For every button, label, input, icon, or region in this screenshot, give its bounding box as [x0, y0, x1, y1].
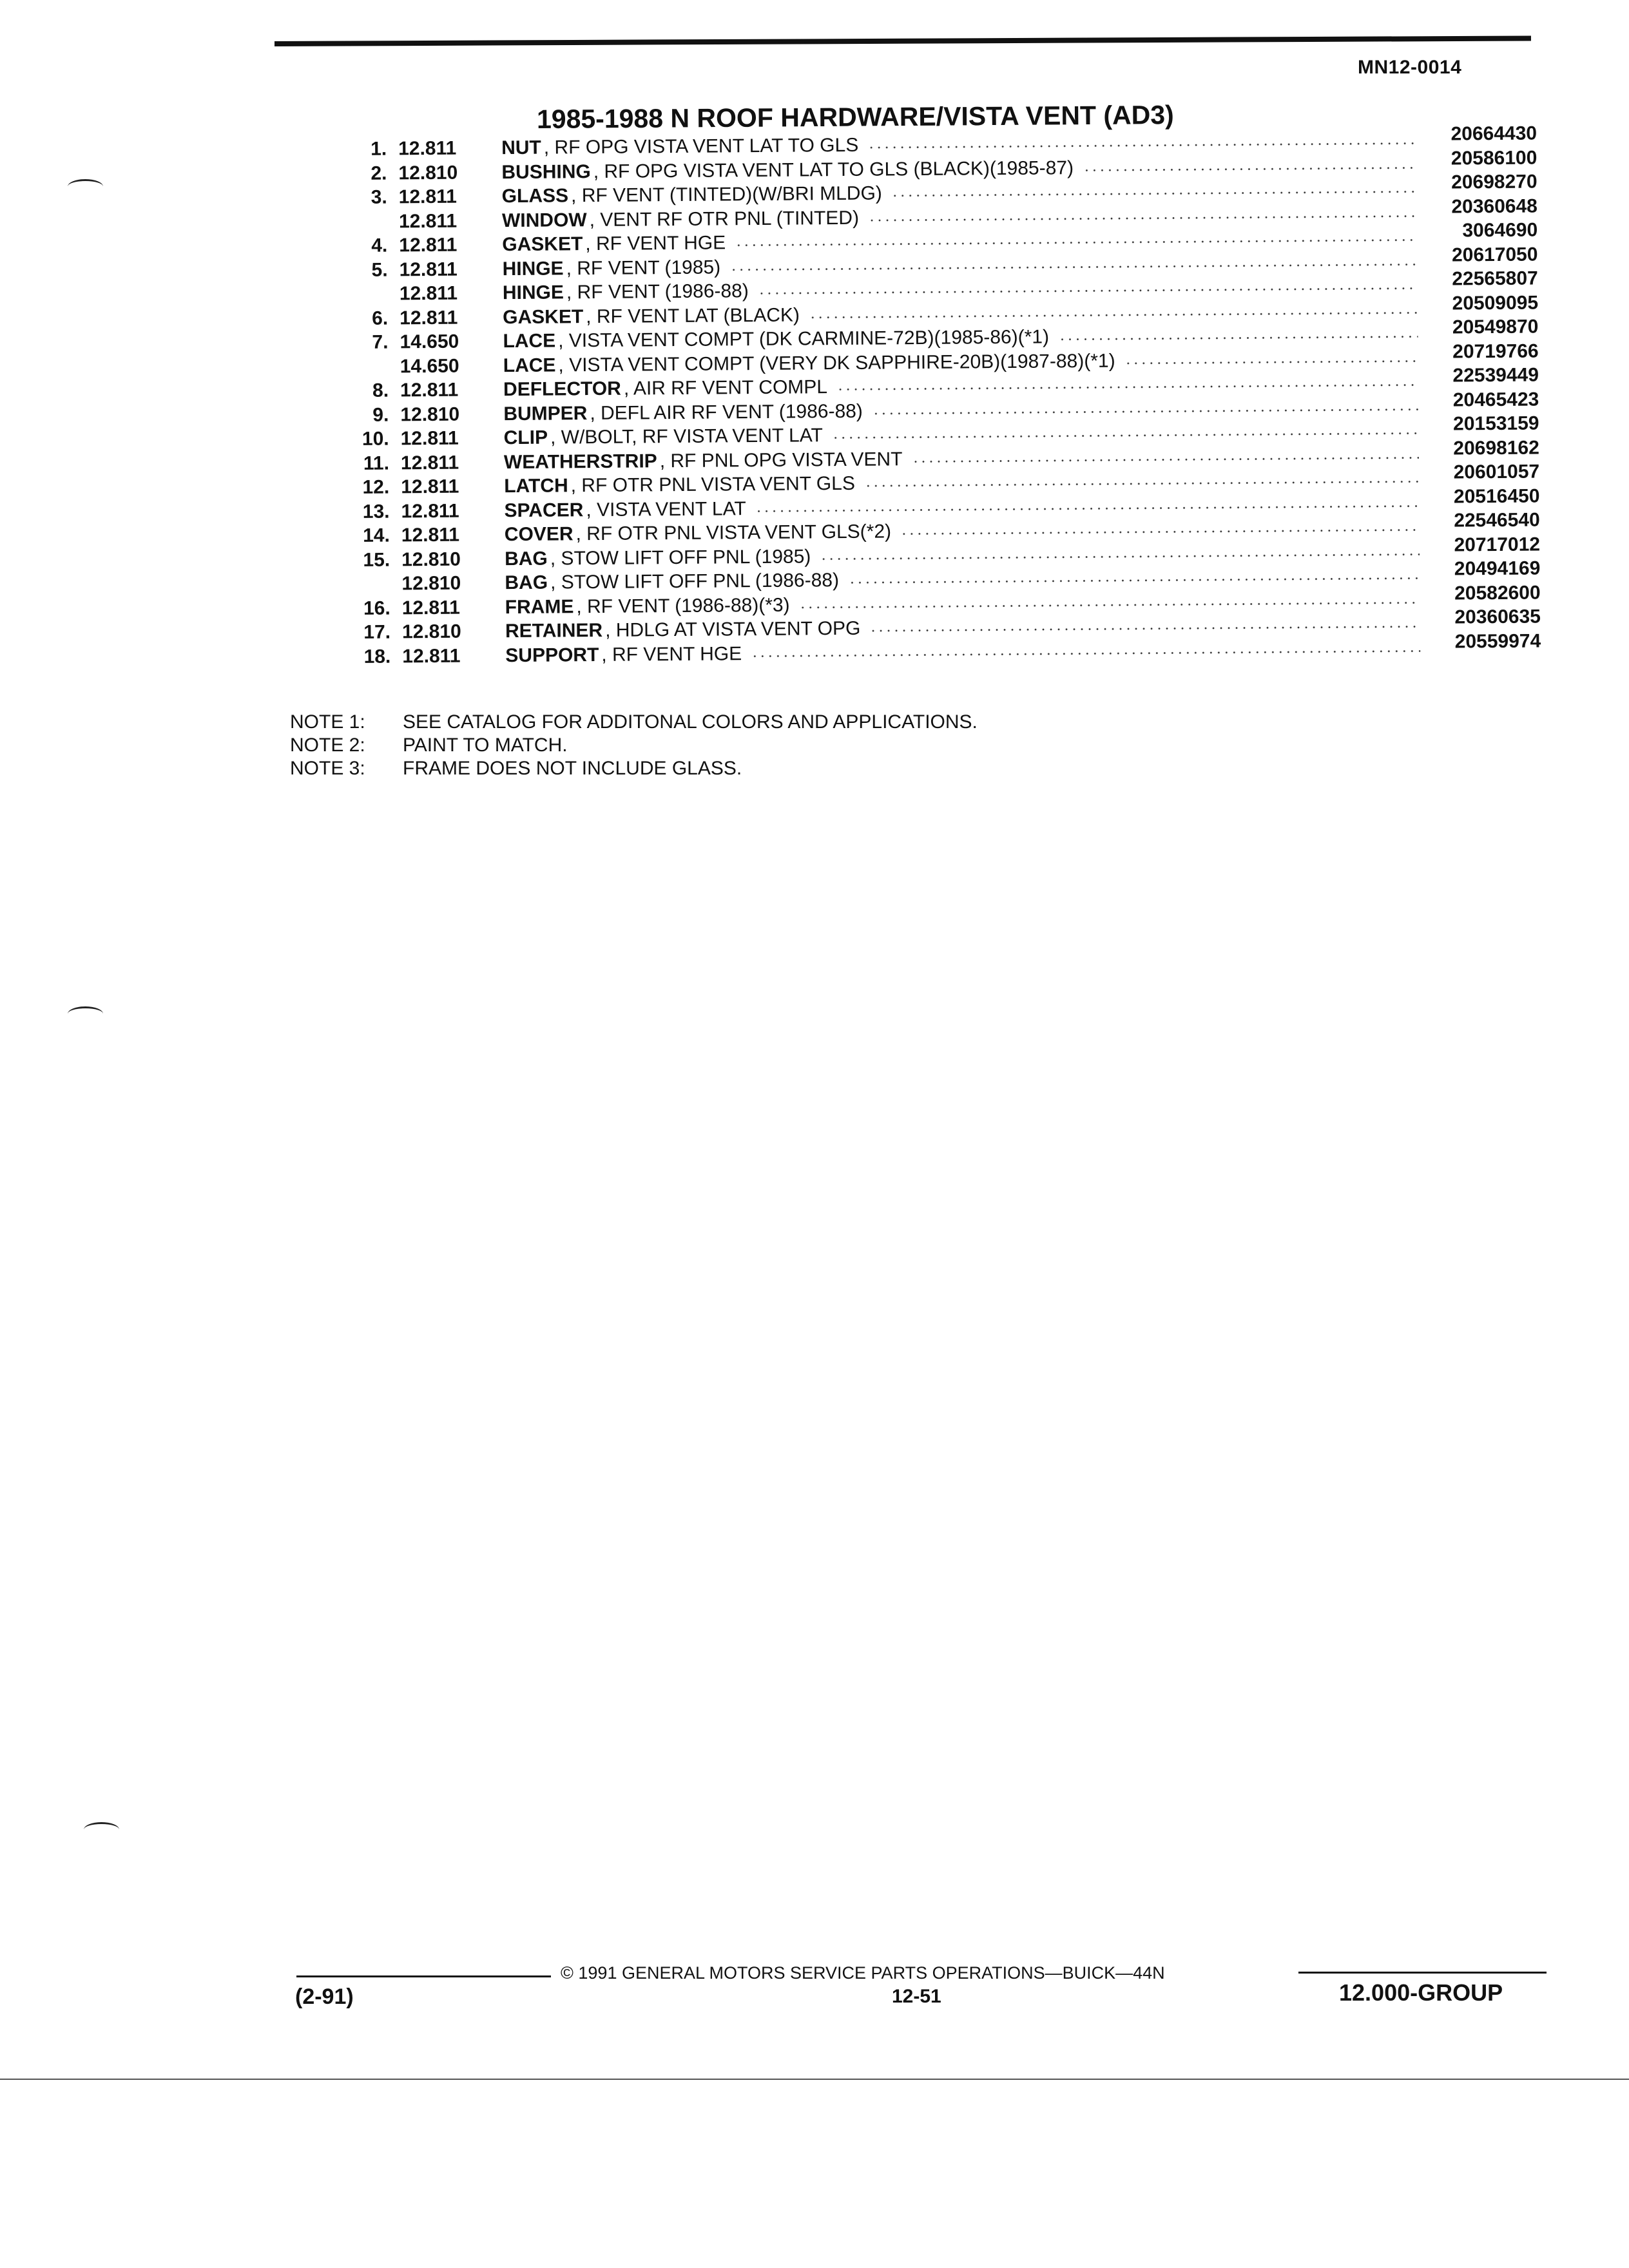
part-detail: , RF VENT (1985)	[566, 256, 721, 279]
part-name: BUMPER	[503, 402, 588, 425]
part-detail: , HDLG AT VISTA VENT OPG	[605, 617, 861, 641]
note-label: NOTE 3:	[290, 758, 365, 779]
dot-leader	[735, 239, 1417, 246]
group-number: 12.811	[402, 645, 461, 667]
page-bottom-rule	[0, 2079, 1629, 2080]
item-number: 8.	[372, 380, 389, 401]
part-detail: , STOW LIFT OFF PNL (1985)	[550, 545, 811, 570]
note-row	[290, 757, 978, 780]
notes-section	[290, 711, 978, 780]
group-number: 12.811	[398, 137, 457, 160]
part-detail: , RF OTR PNL VISTA VENT GLS(*2)	[575, 521, 892, 545]
group-number: 12.811	[400, 427, 459, 450]
part-name: RETAINER	[505, 619, 603, 642]
note-label: NOTE 1:	[290, 711, 365, 733]
part-name: GASKET	[502, 233, 583, 256]
part-name: SPACER	[504, 499, 584, 521]
binder-hole-mark	[68, 179, 103, 194]
group-number: 12.810	[398, 162, 458, 184]
part-detail: , RF OPG VISTA VENT LAT TO GLS	[543, 134, 859, 159]
note-row	[290, 711, 978, 734]
part-name: SUPPORT	[505, 644, 599, 666]
part-name: HINGE	[502, 282, 564, 304]
footer-rule-right	[1298, 1972, 1547, 1974]
binder-hole-mark	[84, 1822, 119, 1837]
part-number: 22539449	[1452, 364, 1539, 387]
part-number: 22546540	[1454, 509, 1540, 532]
part-number: 20601057	[1453, 461, 1540, 483]
group-number: 12.811	[400, 307, 458, 329]
note-text: SEE CATALOG FOR ADDITONAL COLORS AND APPLICATIONS.	[403, 711, 978, 733]
group-number: 12.811	[401, 597, 460, 619]
part-detail: , RF VENT (1986-88)	[566, 280, 749, 303]
dot-leader	[755, 505, 1420, 512]
part-number: 3064690	[1462, 219, 1538, 242]
part-number: 20494169	[1454, 557, 1541, 580]
part-number: 20617050	[1451, 244, 1538, 266]
group-number: 12.810	[401, 548, 461, 570]
dot-leader	[729, 264, 1417, 271]
part-name: WINDOW	[501, 209, 587, 231]
item-number: 16.	[363, 597, 390, 619]
item-number: 13.	[362, 501, 390, 523]
part-name: COVER	[504, 523, 574, 546]
group-number: 12.810	[401, 572, 461, 595]
item-number: 7.	[372, 331, 389, 353]
part-number: 20717012	[1454, 533, 1541, 556]
document-code: MN12-0014	[1358, 57, 1462, 78]
item-number: 9.	[372, 404, 389, 426]
part-name: HINGE	[502, 257, 564, 280]
part-detail: , RF VENT LAT (BLACK)	[586, 304, 800, 327]
part-detail: , DEFL AIR RF VENT (1986-88)	[590, 400, 863, 424]
part-detail: , VISTA VENT COMPT (VERY DK SAPPHIRE-20B)(1987-88)(*1)	[558, 350, 1115, 376]
part-name: LACE	[503, 330, 556, 352]
group-number: 12.811	[398, 210, 458, 232]
part-number: 20516450	[1453, 485, 1540, 508]
item-number: 1.	[370, 138, 387, 160]
footer-rule-left	[296, 1975, 551, 1977]
dot-leader	[1058, 336, 1418, 340]
footer-date: (2-91)	[295, 1984, 354, 2009]
part-number: 20698270	[1451, 171, 1537, 193]
page-number: 12-51	[892, 1986, 941, 2007]
group-number: 14.650	[400, 355, 459, 377]
part-name: NUT	[501, 137, 541, 159]
item-number: 18.	[363, 646, 391, 668]
dot-leader	[809, 312, 1418, 318]
group-number: 12.811	[399, 234, 458, 256]
part-number: 22565807	[1452, 267, 1538, 290]
item-number: 15.	[363, 549, 390, 571]
part-name: BUSHING	[501, 160, 591, 183]
group-number: 12.811	[398, 186, 457, 208]
part-detail: , RF VENT HGE	[585, 232, 726, 255]
part-number: 20360635	[1454, 606, 1541, 628]
part-name: FRAME	[505, 595, 574, 618]
part-name: GASKET	[503, 305, 584, 328]
item-number: 11.	[363, 452, 390, 474]
note-text: FRAME DOES NOT INCLUDE GLASS.	[403, 758, 742, 779]
dot-leader	[848, 577, 1420, 584]
part-number: 20465423	[1452, 388, 1539, 411]
page-title: 1985-1988 N ROOF HARDWARE/VISTA VENT (AD3)	[536, 100, 1174, 134]
note-label: NOTE 2:	[290, 735, 365, 756]
part-name: DEFLECTOR	[503, 378, 622, 401]
part-number: 20582600	[1454, 581, 1541, 604]
part-number: 20586100	[1451, 147, 1537, 169]
dot-leader	[869, 626, 1420, 632]
item-number: 17.	[363, 621, 391, 643]
item-number: 5.	[371, 259, 388, 281]
dot-leader	[891, 191, 1417, 197]
group-number: 12.811	[400, 452, 459, 474]
part-detail: , RF VENT HGE	[601, 642, 742, 666]
dot-leader	[799, 602, 1420, 609]
dot-leader	[912, 457, 1419, 463]
dot-leader	[872, 408, 1418, 415]
footer-copyright: © 1991 GENERAL MOTORS SERVICE PARTS OPERATIONS—BUICK—44N	[561, 1963, 1165, 1983]
dot-leader	[832, 432, 1419, 439]
part-number: 20559974	[1454, 629, 1541, 653]
part-detail: , STOW LIFT OFF PNL (1986-88)	[550, 570, 840, 593]
group-number: 12.811	[401, 500, 459, 522]
part-name: LATCH	[504, 475, 568, 497]
part-number: 20509095	[1452, 292, 1539, 314]
dot-leader	[751, 650, 1420, 657]
item-number: 2.	[371, 162, 387, 184]
group-number: 12.810	[400, 403, 460, 425]
part-number: 20153159	[1452, 412, 1539, 435]
item-number: 14.	[363, 524, 390, 546]
binder-hole-mark	[68, 1006, 103, 1021]
part-detail: , RF PNL OPG VISTA VENT	[659, 448, 903, 472]
item-number: 10.	[361, 428, 389, 450]
part-detail: , AIR RF VENT COMPL	[623, 376, 828, 399]
dot-leader	[1124, 360, 1418, 365]
dot-leader	[820, 553, 1420, 560]
group-number: 14.650	[400, 331, 459, 353]
dot-leader	[867, 142, 1416, 149]
part-detail: , VISTA VENT COMPT (DK CARMINE-72B)(1985-86)(*1)	[558, 326, 1050, 352]
part-detail: , RF OPG VISTA VENT LAT TO GLS (BLACK)(1985-87)	[593, 157, 1074, 182]
part-number: 20549870	[1452, 316, 1539, 338]
part-number: 20698162	[1453, 436, 1539, 459]
part-name: BAG	[505, 548, 548, 570]
item-number: 6.	[372, 307, 389, 329]
dot-leader	[868, 215, 1417, 222]
note-text: PAINT TO MATCH.	[403, 735, 568, 756]
dot-leader	[900, 529, 1420, 535]
item-number: 3.	[371, 186, 387, 208]
item-number: 12.	[362, 476, 390, 498]
part-name: CLIP	[503, 427, 548, 449]
group-number: 12.811	[399, 258, 458, 280]
part-number: 20719766	[1452, 340, 1539, 363]
part-detail: , VENT RF OTR PNL (TINTED)	[589, 207, 860, 231]
group-number: 12.810	[401, 620, 461, 643]
footer-group: 12.000-GROUP	[1339, 1979, 1503, 2006]
group-number: 12.811	[400, 379, 459, 401]
dot-leader	[836, 384, 1418, 390]
part-name: WEATHERSTRIP	[503, 450, 657, 473]
part-detail: , RF OTR PNL VISTA VENT GLS	[570, 472, 856, 497]
group-number: 12.811	[401, 476, 459, 498]
part-detail: , RF VENT (TINTED)(W/BRI MLDG)	[570, 182, 882, 207]
part-detail: , VISTA VENT LAT	[586, 497, 746, 521]
part-name: GLASS	[501, 185, 569, 207]
dot-leader	[1083, 167, 1416, 171]
part-number: 20360648	[1451, 195, 1538, 218]
part-number: 20664430	[1451, 122, 1537, 145]
part-detail: , RF VENT (1986-88)(*3)	[576, 594, 790, 617]
group-number: 12.811	[399, 282, 458, 305]
dot-leader	[864, 481, 1419, 487]
group-number: 12.811	[401, 524, 460, 546]
header-rule	[275, 35, 1531, 46]
part-name: LACE	[503, 354, 556, 376]
part-detail: , W/BOLT, RF VISTA VENT LAT	[550, 425, 823, 448]
parts-list	[348, 122, 1541, 669]
item-number: 4.	[371, 235, 388, 256]
dot-leader	[758, 287, 1418, 294]
part-name: BAG	[505, 572, 548, 594]
note-row	[290, 734, 978, 757]
